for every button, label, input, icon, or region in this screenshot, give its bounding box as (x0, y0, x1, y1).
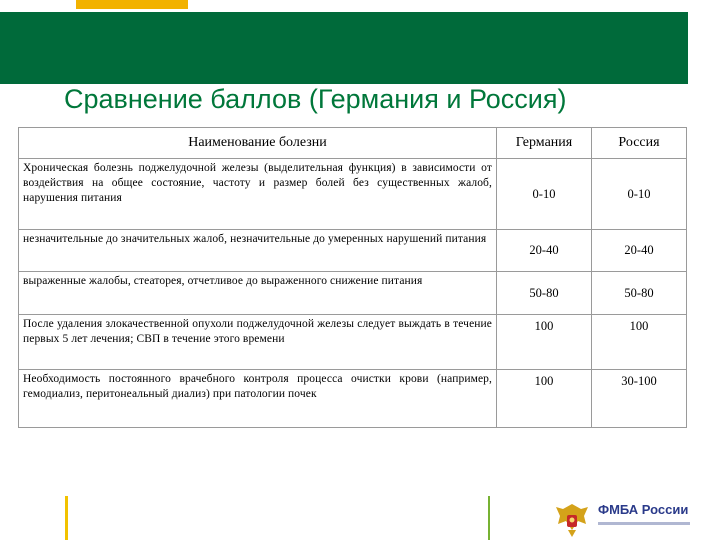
row-russia-score: 0-10 (592, 159, 687, 230)
table-row (19, 272, 687, 314)
row-germany-score: 20-40 (497, 230, 592, 272)
footer-divider-green (488, 496, 490, 540)
row-russia-score: 30-100 (592, 369, 687, 427)
table-header-row (19, 128, 687, 159)
top-accent-tab (76, 0, 188, 9)
row-description: Необходимость постоянного врачебного контроля процесса очистки крови (например, гемодиализ, перитонеальный диализ) при патологии почек (19, 369, 497, 427)
row-russia-score: 50-80 (592, 272, 687, 314)
row-description: незначительные до значительных жалоб, незначительные до умеренных нарушений питания (19, 230, 497, 272)
row-germany-score: 50-80 (497, 272, 592, 314)
row-description: После удаления злокачественной опухоли поджелудочной железы следует выждать в течение первых 5 лет лечения; СВП в течение этого времени (19, 314, 497, 369)
footer-divider-gold (65, 496, 68, 540)
row-russia-score: 20-40 (592, 230, 687, 272)
table-row (19, 230, 687, 272)
header-banner (0, 12, 688, 84)
header-russia: Россия (592, 128, 687, 159)
row-germany-score: 0-10 (497, 159, 592, 230)
table-row (19, 314, 687, 369)
coat-of-arms-icon (552, 500, 592, 540)
brand-subtitle-line (598, 522, 690, 525)
table-row (19, 159, 687, 230)
row-russia-score: 100 (592, 314, 687, 369)
header-germany: Германия (497, 128, 592, 159)
row-germany-score: 100 (497, 314, 592, 369)
page-title: Сравнение баллов (Германия и Россия) (64, 84, 567, 114)
row-description: Хроническая болезнь поджелудочной железы (выделительная функция) в зависимости от воздействия на общее состояние, частоту и размер болей без существенных жалоб, нарушения питания (19, 159, 497, 230)
row-description: выраженные жалобы, стеаторея, отчетливое до выраженного снижение питания (19, 272, 497, 314)
comparison-table (18, 127, 687, 428)
header-disease: Наименование болезни (19, 128, 497, 159)
brand-name: ФМБА России (598, 502, 689, 517)
row-germany-score: 100 (497, 369, 592, 427)
table-row (19, 369, 687, 427)
